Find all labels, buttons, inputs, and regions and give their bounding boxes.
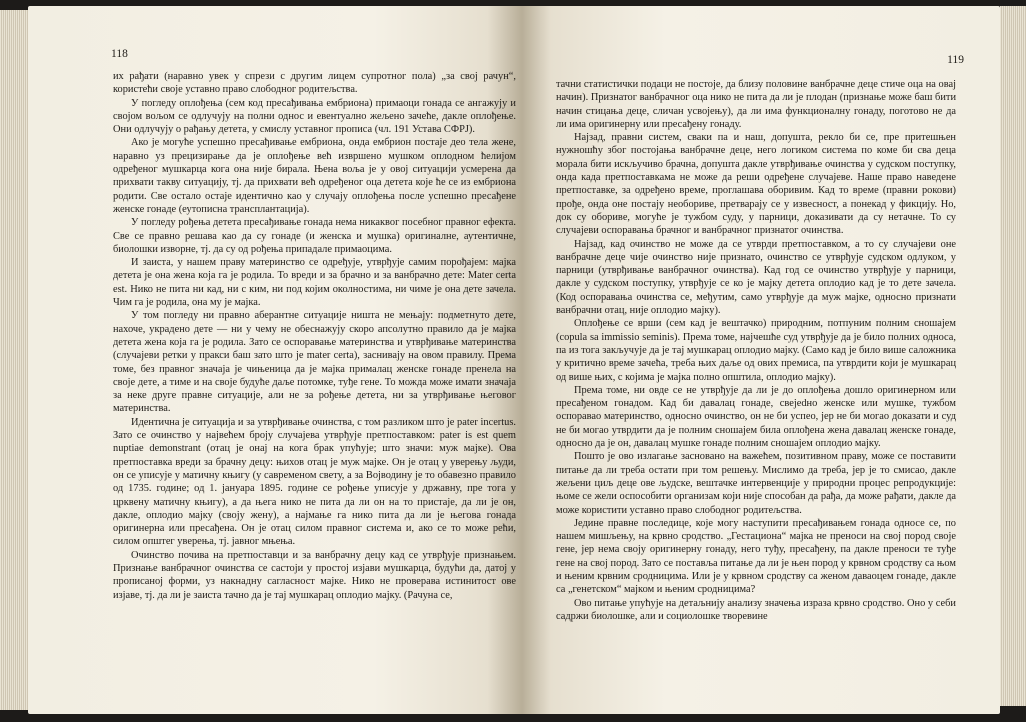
paragraph: Најзад, правни систем, сваки па и наш, допушта, рекло би се, пре притешњен нужношћу због постојања ванбрачне деце, него логиком система по коме би сва деца морала бити искључиво брачна, допушта дакле утврђивање очинства у судском поступку, онда када претпоставкама не може да реши одређене случајеве. Наше право наведене претпоставке, за одређено време, проглашава оборивим. Кад то време (правни рокови) прође, онда оне постају необориве, претварају се у извесност, а понекад у фикцију. Но, док су оборивe, могуће је тужбом суду, у парници, доказивати да су нетачне. То су случајеви оспоравања брачног и ванбрачног признатог очинства. xyxy=(556,132,956,237)
left-page-edges xyxy=(0,10,30,710)
paragraph: Оплођење се врши (сем кад је вештачко) природним, потпуним полним сношајем (copula sa immissio seminis). Према томе, најчешће суд утврђује да је било полних односа, па из тога закључује да је тај мушкарац оплодио мајку. (Само кад је било више саложника у критично време зачећа, треба њих даље од ових премиса, па утврдити који је мушкарац од више њих, с којима је мајка полно општила, оплодио мајку). xyxy=(556,318,956,383)
paragraph: У том погледу ни правно аберантне ситуације ништа не мењају: подметнуто дете, нахоче, украдено дете — ни у чему не обеснажују скоро апсолутно правило да је мајка детета жена која га је родила. Зато се оспоравање материнства и утврђивање материнства (случајеви ретки у пракси баш зато што је mater certa), заснивају на овом правилу. Према томе, без правног значаја је чињеница да је мајка прималац женске гонаде пренела на своје дете, а тиме и на своје будуће даље потомке, туђе гене. То можда може имати значаја за неке друге правне ситуације, али не за рођење детета, ни за утврђивање његовог материнства. xyxy=(113,310,516,415)
paragraph: У погледу оплођења (сем код пресађивања ембриона) примаоци гонада се ангажују и својом вољом се одлучују на полни однос и евентуално жељено зачеће, дакле оплођење. Они одлучују о рађању детета, у смислу уставног прописа (чл. 191 Устава СФРЈ). xyxy=(113,97,516,136)
paragraph: Очинство почива на претпоставци и за ванбрачну децу кад се утврђује признањем. Признање ванбрачног очинства се састоји у простој изјави мушкарца, будући да, датој у прописаној форми, уз накнадну сагласност мајке. Нико не проверава истинитост ове изјаве, тј. да ли је заиста тачно да је тај мушкарац оплодио мајку. (Рачуна се, xyxy=(113,549,516,601)
paragraph: Према томе, ни овде се не утврђује да ли је до оплођења дошло оригинерном или пресађеном гонадом. Кад би давалац гонаде, свејedно женске или мушке, тужбом оспоравао материнство, односно очинство, он не би успео, јер не би могао доказати и суд не би могао утврдити да је полним сношајем била оплођена жена давалац женске гонаде, односно да је он, давалац мушке гонаде полним сношајем оплодио мајку. xyxy=(556,384,956,450)
paragraph: Ово питање упућује на детаљнију анализу значења израза крвно сродство. Оно у себи садржи биолошке, али и социолошке творевине xyxy=(556,597,956,622)
page-number: 118 xyxy=(111,48,128,60)
page-text xyxy=(113,70,516,602)
right-page-edges xyxy=(1000,6,1026,706)
paragraph: Једине правне последице, које могу наступити пресађивањем гонада односе се, по нашем мишљењу, на крвно сродство. „Гестациона“ мајка не преноси на свој пород своје гене, јер нема своју оригинерну гонаду, него туђу, пресађену, па дакле преноси те туђе гене на свој пород. Зато се поставља питање да ли је њен пород у крвном сродству са њом и њеним крвним сродницима. Или је у крвном сродству са женом даваоцем гонаде, дакле са „генетском“ мајком и њеним сродницима? xyxy=(556,517,956,596)
left-page xyxy=(28,6,522,714)
paragraph: Ако је могуће успешно пресађивање ембриона, онда ембрион постаје део тела жене, наравно уз прецизирање да је оплођење већ извршено мушком оплодном ћелијом одређеног мушкарца кога она није бирала. Њена воља је у овој ситуацији усмерена да прихвати такву ситуацију, тј. да прихвати већ одређеног оца детета које ће се из ембриона родити. Све остало остаје идентично као у случају оплођења после успешно пресађене женске гонаде (еутописна трансплантација). xyxy=(113,137,516,215)
paragraph: тачни статистички подаци не постоје, да близу половине ванбрачне деце стиче оца на овај начин). Признатог ванбрачног оца нико не пита да ли је плодан (признање може баш бити начин стицања деце, сличан усвојењу), да ли има функционалну гонаду, поготово не да ли има оригинерну или пресађену гонаду. xyxy=(556,79,956,130)
page-number: 119 xyxy=(947,54,964,66)
paragraph: их рађати (наравно увек у спрези с другим лицем супротног пола) „за свој рачун“, користећи своје уставно право слободног родитељства. xyxy=(113,71,516,96)
paragraph: Идентична је ситуација и за утврђивање очинства, с том разликом што је pater incertus. Зато се очинство у највећем броју случајева утврђује претпоставком: pater is est quem nuptiae demonstrant (отац је онај на кога брак упућује; што значи: муж мајке). Ова претпоставка вреди за брачну децу: њихов отац је муж мајке. Он је отац у уверењу људи, он се уписује у матичну књигу (у савременом свету, а за Војводину је то обавезно правило од 1735. године; од 1. јануара 1895. године се рођење уписује у државну, пре тога у црквену матичну књигу), а да њега нико не пита да ли он на то пристаје, да ли је он, дакле, оплодио мајку (своју жену), а најмање га нико пита да ли је његова гонада оригинерна или пресађена. Он је отац силом правног система и, ако се то може рећи, силом општег уверења, тј. јавног мњења. xyxy=(113,416,516,548)
paragraph: Најзад, кад очинство не може да се утврди претпоставком, а то су случајеви оне ванбрачне деце чије очинство није признато, очинство се утврђује судском одлуком, у парници (утврђивање ванбрачног очинства). Кад год се очинство утврђује у парници, дакле у судском поступку, утврђује се ко је мајку детета оплодио кад је то дете зачела. (Код оспоравања очинства се, међутим, само утврђује да муж мајке, односно признати ванбрачни отац, није оплодио мајку). xyxy=(556,238,956,317)
right-page xyxy=(522,6,1000,714)
paragraph: Пошто је ово излагање засновано на важећем, позитивном праву, може се поставити питање да ли треба остати при том решењу. Мислимо да треба, јер је то смисао, дакле жељени циљ деце ове људске, вештачке интервенције у природни процес репродукције: њоме се жели оспособити организам који није способан да рађа, да може рађати, дакле да може користити уставно право слободног родитељства. xyxy=(556,451,956,516)
page-text xyxy=(556,78,956,623)
paragraph: У погледу рођења детета пресађивање гонада нема никаквог посебног правног ефекта. Све се правно решава као да су гонаде (и женска и мушка) оригиналне, аутентичне, биолошки изворне, тј. да су од рођења припадале примаоцима. xyxy=(113,217,516,255)
paragraph: И заиста, у нашем праву материнство се одређује, утврђује самим порођајем: мајка детета је она жена која га је родила. То вреди и за брачно и за ванбрачно дете: Mater certa est. Нико не пита ни кад, ни с ким, ни под којим околностима, ни чиме је она дете зачела. Чим га је родила, она му је мајка. xyxy=(113,257,516,309)
